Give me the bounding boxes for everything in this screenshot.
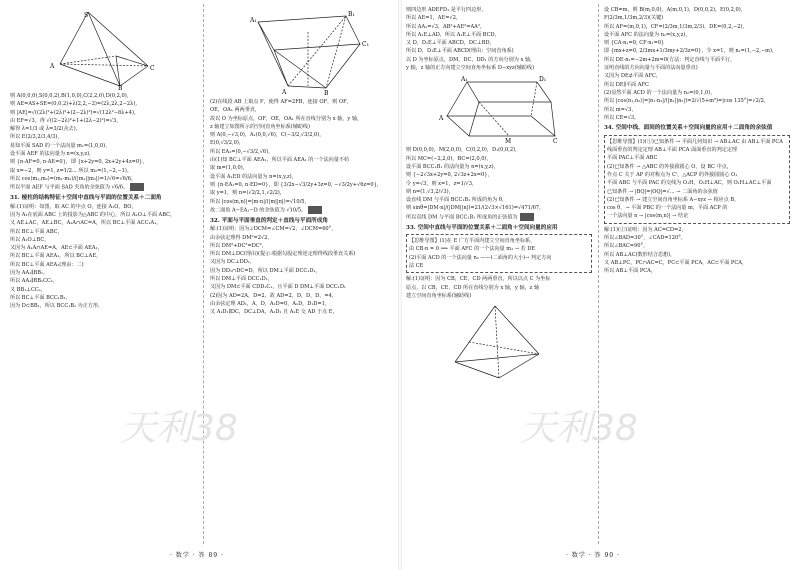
text-line: 解:(1)证明：因为∠DCM=∠CM=√2，∠DCM=60°， [210, 226, 337, 233]
text-line: 所以 DM⊥平面 DCC₁D₁， [210, 276, 273, 283]
text-line: 所以 BC⊥平面 AEA₁(理由：二) [10, 261, 84, 268]
text-line: (2)已知条件 → 建立空间直角坐标系 A−xyz → 相应点 B， [607, 196, 740, 203]
text-line: 由 CB·n = 0 ⟹ 平面 AFC 的一个法向量 m₁ → 若 DE [409, 246, 536, 253]
text-line: 作点 C 关于 AP 的对称点为 C'，△ACP 的外接圆圆心 O₁ [607, 171, 738, 178]
text-line: 令 y=√3，则 x=1，z=1/√3， [406, 180, 478, 187]
text-line: 又 A₁D₁∥DC，DC⊥DA，A₁D₁ 且 A₁E 交 AD 于点 E， [210, 309, 338, 316]
text-line: 所以 |cos⟨m,n⟩|=|m·n|/(|m||n|)=√10/5， [210, 198, 310, 205]
text-line: 因为 D⊂BB₁，所以 BCC₁B₁ 为正方形， [10, 303, 104, 310]
text-line: 所以 AE=1，AE=√2， [406, 15, 462, 22]
column-4 [604, 6, 790, 541]
text-line: z 轴建立如图所示的空间直角坐标系(辅助线) [210, 123, 310, 130]
text-line: 原点，以 CB，CE，CD 所在直线分别为 x 轴，y 轴，z 轴 [406, 284, 540, 291]
text-line: F(2/3m,1/3m,2/3)(关键) [604, 15, 664, 22]
page-number-left: · 数学 · 答 89 · [170, 552, 224, 559]
text-line: 因为 DD₁∩DC=D，所以 DM⊥平面 DCC₁D₁， [210, 267, 321, 274]
text-line: 线面垂直的判定定理 AB⊥平面 PCA 面面垂直的判定定理 [607, 147, 737, 154]
text-line: 所以 BC⊥平面 AEA₁，所以 BC⊥AE， [10, 253, 102, 260]
stamp-icon [130, 183, 144, 191]
svg-text:D₁: D₁ [539, 76, 547, 84]
svg-text:A₁: A₁ [250, 17, 257, 24]
text-line: y 轴，z 轴的正方向建立空间直角坐标系 D−xyz(辅助线) [406, 65, 534, 72]
text-line: (2)已知条件 → △ABC 的外接圆圆心 O，设 BC 中点， [607, 163, 732, 170]
text-line: 取 m=(1,0,0)， [210, 165, 248, 172]
col1-body [10, 92, 196, 192]
text-line: (2)因为 AD=2A，D=2，故 AD=2，D，D，D，=4， [210, 292, 337, 299]
mind-map-box [406, 234, 592, 273]
text-line: 故以 O 为坐标原点，OF，OE，OA₁ 所在直线分别为 x 轴，y 轴， [210, 115, 363, 122]
text-line: 则 {n·EA₁=0, n·ED=0}，即 {3/2x−√3/2y+3z=0, −√3/2y+√6z=0}， [210, 181, 383, 188]
text-line: 则 A(0,−√3,0)，A₁(0,0,√6)，C(−3/2,√3/2,0)， [210, 132, 325, 139]
text-line: 又因为 DC⊥DD₁， [210, 259, 255, 266]
column-1 [10, 6, 196, 541]
text-line: 由(1)知 BC⊥平面 AEA₁，所以平面 AEA₁ 的一个法向量不妨 [210, 157, 350, 164]
svg-text:A: A [439, 115, 444, 123]
text-line: 所以 cos⟨m₁,m₂⟩=(m₁·m₂)/(|m₁||m₂|)=1/√6=√6/6， [10, 175, 137, 182]
text-line: 设 CB=m，则 B(m,0,0)，A(m,0,1)，D(0,0,2)，E(0,2,0)， [604, 7, 746, 13]
text-line: 法 CE [409, 263, 424, 270]
q32-body [210, 225, 396, 316]
text-line: OE，OA₁ 两两垂直， [210, 107, 260, 114]
column-2 [210, 6, 396, 541]
text-line: 又 AE⊥AC，AE⊥BC，A₁A∩AC=A，所以 BC⊥平面 ACC₁A₁， [10, 220, 162, 227]
text-line: 证明直线的方向向量与平面的法向量垂直) [604, 65, 698, 72]
q34-body [604, 226, 790, 276]
question-33-title: 33. 空间中直线与平面的位置关系＋二面角＋空间向量的应用 [406, 224, 558, 231]
svg-text:B₁: B₁ [348, 11, 355, 18]
text-line: 以 D 为坐标原点，DM，DC，DD₁ 的方向分别为 x 轴， [406, 56, 536, 63]
prism-figure [238, 8, 368, 96]
text-line: E(0,√3/2,0)， [210, 140, 244, 147]
text-line: 所以 AA₁∥BB₁CC₁， [10, 278, 59, 285]
svg-text:A: A [50, 63, 55, 70]
text-line: 【思维导图】(1)(①)已知条件 → 平面几何知识 → AB⊥AC 由 AB⊥平面 PCA [607, 138, 783, 145]
column-divider [598, 4, 599, 544]
question-31-title: 31. 棱柱的结构特征＋空间中直线与平面的位置关系＋二面角 [10, 195, 162, 202]
q31-body [10, 203, 196, 311]
text-line: 由余弦定理得 DM²=2√2， [210, 234, 273, 241]
text-line: 所以 A₁E⊥AD，所以 A₁E⊥平面 BCD， [406, 31, 500, 38]
text-line: 则 D(0,0,0)，M(2,0,0)，C(0,2,0)，D₁(0,0,2)， [406, 147, 521, 154]
stamp-icon [308, 206, 322, 214]
col2-body-a [210, 98, 396, 215]
text-line: 所以 DM²+DC²=DC²， [210, 242, 267, 249]
svg-text:C: C [553, 138, 558, 146]
page-fold [398, 0, 402, 570]
question-32-title: 32. 平面与平面垂直的判定＋直线与平面所成角 [210, 217, 328, 224]
column-3 [406, 6, 592, 541]
mind-map-box [604, 135, 790, 224]
text-line: 因为 AA₁∥BB₁， [10, 270, 49, 277]
text-line: 所以 CE=√3。 [604, 114, 640, 121]
text-line: 设平面 BCC₁B₁ 的法向量为 n=(x,y,z)， [406, 163, 499, 170]
text-line: 设平面 AEF 的法向量为 n=(x,y,z)， [10, 151, 95, 158]
text-line: 则 sinθ=|DM·n|/(|DM||n|)=21/(2√3×√161)=√471/67， [406, 205, 545, 212]
text-line: 则 AE=AS+SE=(0,0,2)+λ(2,2,−2)=(2λ,2λ,2−2λ), [10, 101, 137, 108]
page-number-right: · 数学 · 答 90 · [566, 552, 620, 559]
text-line: 所以 |cos⟨n₁,n₂⟩|=|n₁·n₂|/(|n₁||n₂|)=2/√(5+m²)=|cos 135°|=√2/2， [604, 98, 769, 105]
watermark: 天利38 [120, 408, 238, 449]
stamp-icon [520, 213, 534, 221]
text-line: 则 {−2√3x+2y=0, 2√3z+2x=0}， [406, 172, 493, 179]
text-line: 又 D，D₁E⊥平面 ABCD，DC⊥BD， [406, 40, 495, 47]
svg-text:B: B [118, 85, 123, 92]
pyramid-figure-1 [48, 8, 158, 90]
question-34-title: 34. 空间中线、面间的位置关系＋空间向量的应用＋二面角的余弦值 [604, 125, 773, 132]
text-line: 由 EF=√3，得 √((2−2λ)²+1+(2λ−2)²)=√3， [10, 117, 122, 124]
col4-body-a [604, 6, 790, 122]
text-line: 所以∠BAC=90°， [604, 243, 649, 250]
text-line: 建立空间直角坐标系(辅助线) [406, 292, 472, 299]
text-line: 解:(1)证明：因为 CB，CE，CD 两两垂直，所以以点 C 为坐标 [406, 276, 551, 283]
text-line: 取 y=1，则 n=(√2/2,1,√2/2)， [210, 190, 285, 197]
trapezoid-prism-figure [439, 74, 559, 144]
text-line: 设平面 AFC 的法向量为 n₁=(x,y,z)， [604, 31, 691, 38]
text-line: 所以 AA₁=√3，AB²+AE²=AA²， [406, 23, 485, 30]
text-line: (2)平面 ACD 的一个法向量 n₂ ——(二面角的大小)→ 判定方向 [409, 254, 552, 261]
text-line: 所以 D，D₁E⊥平面 ABCD(理由：空间直角系) [406, 48, 514, 55]
svg-text:A₁: A₁ [461, 76, 468, 84]
text-line: 所以 MC=(−2,2,0)，BC=(2,0,0)， [406, 155, 492, 162]
text-line: 所以 DE·n₁=−2m+2m=0(方法：判定直线与平面平行， [604, 56, 736, 63]
text-line: 则 n=(1,√3,2/√3)， [406, 188, 454, 195]
text-line: 又 BB₁⊥CC₁， [10, 286, 46, 293]
column-divider [203, 4, 204, 544]
text-line: 则 |AE|=√((2λ)²+(2λ)²+(2−2λ)²)=√(12λ²−8λ+4), [10, 109, 136, 116]
text-line: 所以 BC⊥平面 BCC₁B₁， [10, 294, 71, 301]
col3-body-a [406, 6, 592, 72]
text-line: 平面 ABC 与平面 PAC 的交线为 O₁H，O₁H⊥AC，则 O₁H⊥AC⊥平面 [607, 180, 772, 187]
text-line: 所以 A₁O⊥BC， [10, 236, 50, 243]
text-line: (2)显然平面 ACD 的一个法向量为 n₂=(0,1,0)， [604, 89, 716, 96]
text-line: 所以 DE∥平面 AFC [604, 81, 649, 88]
text-line: 易知平面 SAD 的一个法向量 m₁=(1,0,0)， [10, 142, 111, 149]
text-line: 设平面 A₁ED 的法向量为 n=(x,y,z)， [210, 173, 297, 180]
text-line: 又因为 A₁A∩AE=A，AE⊂平面 AEA₁， [10, 245, 103, 252]
text-line: 由余弦定理 AD₁，A，D，A₁D=0，A₁D，D₁D=1， [210, 300, 331, 307]
text-span: 所以平面 AEF 与平面 SAD 夹角的余弦值为 √6/6。 [10, 184, 129, 191]
text-line: 设直线 DM 与平面 BCC₁B₁ 所成的角为 θ， [406, 197, 508, 204]
svg-text:C: C [150, 65, 155, 72]
text-line: 解得 λ=1/3 或 λ=3/2(舍去)， [10, 126, 81, 133]
text-line: 所以 AB⊥AC(数形结合思想)， [604, 251, 676, 258]
svg-text:S: S [84, 12, 89, 19]
text-line: 一个法向量 n → |cos⟨m,n⟩| → 结论 [607, 213, 689, 220]
text-line [210, 206, 396, 215]
text-span: 故二面角 A−EA₁−D 的余弦值为 √10/5。 [210, 207, 307, 214]
text-line: 又 AB⊥PC，PC∩AC=C，PC⊂平面 PCA，AC⊂平面 PCA， [604, 259, 748, 266]
text-line: 所以 AF=(m,0,1)，CF=(2/3m,1/3m,2/3)，DE=(0,2,−2)， [604, 23, 748, 30]
text-line: 所以 E(2/3,2/3,4/3)， [10, 134, 63, 141]
text-line: 已知条件 → |BQ|=|OQ|=√... → 二面角的余弦值 [607, 188, 718, 195]
text-line: 所以 m=√3， [604, 106, 637, 113]
text-line: 所以∠BAD=30°，∠CAD=120°， [604, 235, 686, 242]
text-line [406, 213, 592, 222]
text-line: 则 A(0,0,0),S(0,0,2),B(1,0,0),C(2,2,0),D(0,2,0), [10, 93, 129, 99]
text-line: 则 {CA·n₁=0, CF·n₁=0} [604, 40, 665, 47]
text-line: 即 {mx+z=0, 2/3mx+1/3my+2/3z=0}，令 x=1，则 n₁=(1,−2,−m)， [604, 48, 778, 55]
q33-body [406, 275, 592, 300]
text-line: 解:(1)证明：如图，取 AC 的中点 O，连接 A₁O，BO， [10, 203, 137, 210]
tetrahedron-figure [439, 302, 559, 382]
text-span: 所以直线 DM 与平面 BCC₁B₁ 所成角的正弦值为 [406, 214, 518, 221]
text-line: cos θ，→ 平面 PBC 的一个法向量 m，平面 ACP 的 [607, 205, 728, 212]
text-line: 则四边形 ADEFD₁ 是平行四边形， [406, 7, 487, 13]
col3-body-b [406, 146, 592, 221]
text-line: 所以 EA₁=(0,−√3/2,√6)， [210, 148, 274, 155]
text-line: 解:(1)(①)证明：因为 AC=CD=2， [604, 226, 687, 233]
watermark: 天利38 [520, 408, 638, 449]
text-line: 又因为 DM⊂平面 CDD₁C₁，且平面 D DM⊥平面 DCC₁D₁ [210, 284, 346, 291]
text-line: 【思维导图】(1)在 E 广方平面内建立空间直角坐标系， [409, 238, 536, 245]
svg-text:M: M [505, 138, 512, 146]
text-line: 因为 A₁在底面 ABC 上的投影为△ABC 的中心，所以 A₁O⊥平面 ABC， [10, 211, 176, 218]
svg-text:A: A [282, 89, 287, 96]
text-line: 则 {n·AF=0, n·AE=0}，即 {x+2y=0, 2x+2y+4z=0}， [10, 159, 148, 166]
text-line: 所以 BC⊥平面 ABC， [10, 228, 63, 235]
text-line: 取 x=−2，则 y=1, z=1/2... 所以 m₂=(1,−2,−1)。 [10, 167, 132, 174]
svg-text:C₁: C₁ [362, 41, 369, 48]
text-line [10, 183, 196, 192]
text-line: 所以 AB⊥平面 PCA， [604, 268, 656, 275]
text-line: 平面 PAC⊥平面 ABC [607, 155, 658, 162]
svg-text:B: B [324, 90, 329, 97]
text-line: (2)在线段 AB 上取点 F，使得 AF=2FB，连接 OF，则 OF， [210, 99, 352, 105]
text-line: 所以 DM⊥DC(理由)(提示:根据勾股定理逆定理得线段垂直关系) [210, 251, 356, 258]
text-line: 又因为 DE⊄平面 AFC， [604, 73, 661, 80]
